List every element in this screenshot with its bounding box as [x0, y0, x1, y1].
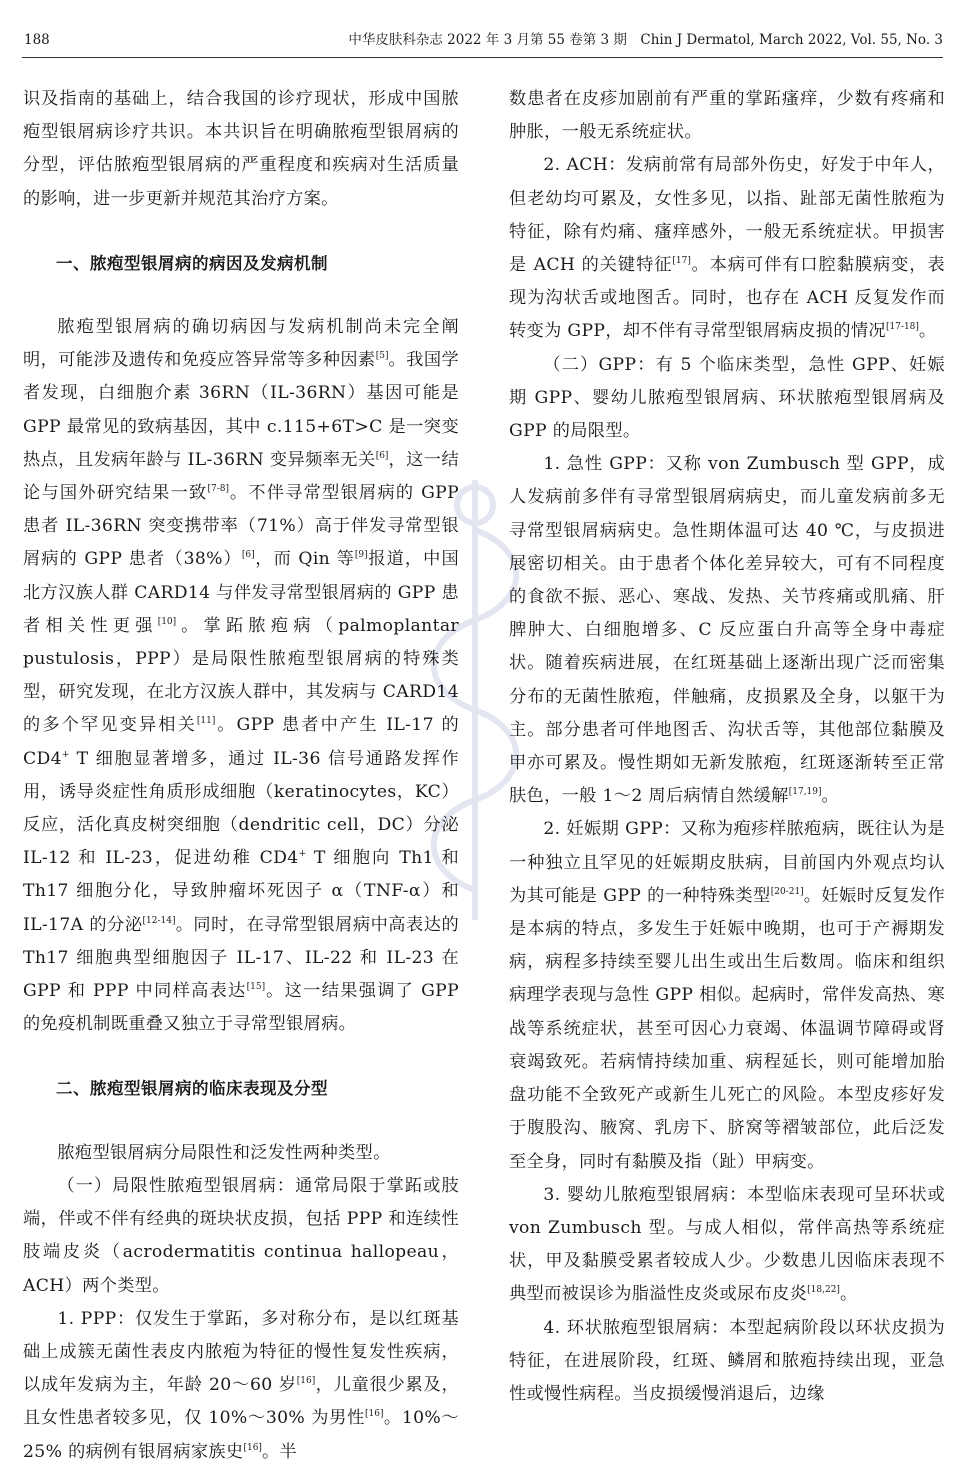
text-run: 3. 婴幼儿脓疱型银屑病：本型临床表现可呈环状或 von Zumbusch 型。与成人相似，常伴高热等系统症状，甲及黏膜受累者较成人少。少数患儿因临床表现不典型而被误诊为脂溢性皮炎或尿布皮炎 [509, 1184, 945, 1305]
text-run: 报道，中国北方汉族人群 CARD14 与伴发寻常型银屑病的 GPP 患者相关性更强 [23, 549, 459, 636]
citation-ref: [9] [354, 550, 368, 561]
citation-ref: [12-14] [142, 915, 176, 926]
citation-ref: [18,22] [807, 1285, 840, 1296]
citation-ref: [17-18] [885, 322, 919, 333]
text-run: 。10%～25% 的病例有银屑病家族史 [23, 1408, 459, 1462]
text-run: 脓疱型银屑病的确切病因与发病机制尚未完全阐明，可能涉及遗传和免疫应答异常等多种因素 [23, 317, 459, 371]
journal-citation-line: 中华皮肤科杂志 2022 年 3 月第 55 卷第 3 期 Chin J Dermatol, March 2022, Vol. 55, No. 3 [348, 32, 943, 48]
section-2-heading: 二、脓疱型银屑病的临床表现及分型 [56, 1079, 328, 1099]
text-run: ，儿童很少累及，且女性患者较多见，仅 10%～30% 为男性 [23, 1375, 459, 1429]
citation-ref: [6] [241, 550, 255, 561]
header-rule [22, 57, 943, 58]
text-run: 。 [918, 321, 937, 342]
citation-ref: [11] [196, 716, 216, 727]
text-run: 。掌跖脓疱病（palmoplantar pustulosis，PPP）是局限性脓疱型银屑病的特殊类型，研究发现，在北方汉族人群中，其发病与 CARD14 的多个罕见变异相关 [23, 615, 459, 736]
text-run: 1. PPP：仅发生于掌跖，多对称分布，是以红斑基础上成簇无菌性表皮内脓疱为特征的慢性复发性疾病，以成年发病为主，年龄 20～60 岁 [23, 1308, 459, 1396]
citation-ref: [16] [365, 1409, 384, 1420]
infant-gpp-paragraph [509, 1179, 945, 1312]
text-run: ，而 Qin 等 [254, 549, 355, 570]
running-header [24, 30, 943, 50]
gpp-types-paragraph: （二）GPP：有 5 个临床类型，急性 GPP、妊娠期 GPP、婴幼儿脓疱型银屑病、环状脓疱型银屑病及 GPP 的局限型。 [509, 354, 945, 442]
text-run: 。 [821, 786, 840, 807]
section-1-heading: 一、脓疱型银屑病的病因及发病机制 [56, 253, 328, 273]
ach-paragraph [509, 149, 945, 348]
text-run: 。GPP 患者中产生 IL-17 的 CD4 [23, 715, 460, 769]
acute-gpp-paragraph [509, 448, 945, 813]
text-run: 。这一结果强调了 GPP 的免疫机制既重叠又独立于寻常型银屑病。 [23, 981, 459, 1035]
right-column [509, 83, 945, 1411]
ppp-paragraph-continued: 数患者在皮疹加剧前有严重的掌跖瘙痒，少数有疼痛和肿胀，一般无系统症状。 [509, 89, 945, 143]
text-run: 2. ACH：发病前常有局部外伤史，好发于中年人，但老幼均可累及，女性多见，以指、趾部无菌性脓疱为特征，除有灼痛、瘙痒感外，一般无系统症状。甲损害是 ACH 的关键特征 [509, 155, 945, 276]
left-column [23, 83, 459, 1469]
localized-type-paragraph: （一）局限性脓疱型银屑病：通常局限于掌跖或肢端，伴或不伴有经典的斑块状皮损，包括 PPP 和连续性肢端皮炎（acrodermatitis continua hallopeau，ACH）两个类型。 [23, 1175, 459, 1296]
text-run: 。我国学者发现，白细胞介素 36RN（IL-36RN）基因可能是 GPP 最常见的致病基因，其中 c.115+6T>C 是一突变热点，且发病年龄与 IL-36RN 变异频率无关 [23, 350, 459, 470]
types-overview-paragraph: 脓疱型银屑病分局限性和泛发性两种类型。 [57, 1142, 391, 1163]
intro-paragraph-continued: 识及指南的基础上，结合我国的诊疗现状，形成中国脓疱型银屑病诊疗共识。本共识旨在明确脓疱型银屑病的分型，评估脓疱型银屑病的严重程度和疾病对生活质量的影响，进一步更新并规范其治疗方案。 [23, 89, 459, 209]
pregnancy-gpp-paragraph [509, 813, 945, 1178]
text-run: 。同时，在寻常型银屑病中高表达的 Th17 细胞典型细胞因子 IL-17、IL-22 和 IL-23 在 GPP 和 PPP 中同样高表达 [23, 914, 459, 1002]
citation-ref: [7-8] [207, 484, 229, 495]
annular-gpp-paragraph: 4. 环状脓疱型银屑病：本型起病阶段以环状皮损为特征，在进展阶段，红斑、鳞屑和脓疱持续出现，亚急性或慢性病程。当皮损缓慢消退后，边缘 [509, 1317, 945, 1404]
text-run: T 细胞显著增多，通过 IL-36 信号通路发挥作用，诱导炎症性角质形成细胞（keratinocytes，KC）反应，活化真皮树突细胞（dendritic cell，DC）分泌 IL-12 和 IL-23，促进幼稚 CD4 [23, 748, 459, 869]
citation-ref: + [61, 749, 70, 760]
citation-ref: [20-21] [770, 886, 804, 897]
citation-ref: [17,19] [788, 787, 822, 798]
text-run: 1. 急性 GPP：又称 von Zumbusch 型 GPP，成人发病前多伴有寻常型银屑病病史，而儿童发病前多无寻常型银屑病病史。急性期体温可达 40 ℃，与皮损进展密切相关。由于患者个体化差异较大，可有不同程度的食欲不振、恶心、寒战、发热、关节疼痛或肌痛、肝脾肿大、白细胞增多、C 反应蛋白升高等全身中毒症状。随着疾病进展，在红斑基础上逐渐出现广泛而密集分布的无菌性脓疱，伴触痛，皮损累及全身，以躯干为主。部分患者可伴地图舌、沟状舌等，其他部位黏膜及甲亦可累及。慢性期如无新发脓疱，红斑逐渐转至正常肤色，一般 1～2 周后病情自然缓解 [509, 454, 945, 807]
citation-ref: [5] [375, 351, 389, 362]
text-run: 。妊娠时反复发作是本病的特点，多发生于妊娠中晚期，也可于产褥期发病，病程多持续至婴儿出生或出生后数周。临床和组织病理学表现与急性 GPP 相似。起病时，常伴发高热、寒战等系统症状，甚至可因心力衰竭、体温调节障碍或肾衰竭致死。若病情持续加重、病程延长，则可能增加胎盘功能不全致死产或新生儿死亡的风险。本型皮疹好发于腹股沟、腋窝、乳房下、脐窝等褶皱部位，此后泛发至全身，同时有黏膜及指（趾）甲病变。 [509, 885, 945, 1172]
citation-ref: [10] [157, 616, 177, 627]
text-run: T 细胞向 Th1 和 Th17 细胞分化，导致肿瘤坏死因子 α（TNF-α）和 IL-17A 的分泌 [23, 848, 459, 935]
etiology-paragraph [23, 311, 459, 1041]
page-number: 188 [24, 32, 50, 48]
text-run: 。不伴寻常型银屑病的 GPP 患者 IL-36RN 突变携带率（71%）高于伴发寻常型银屑病的 GPP 患者（38%） [23, 483, 459, 570]
citation-ref: [17] [672, 256, 691, 267]
text-run: ，这一结论与国外研究结果一致 [23, 449, 459, 504]
citation-ref: [16] [296, 1376, 316, 1387]
text-run: 。半 [261, 1441, 298, 1462]
text-run: 2. 妊娠期 GPP：又称为疱疹样脓疱病，既往认为是一种独立且罕见的妊娠期皮肤病，目前国内外观点均认为其可能是 GPP 的一种特殊类型 [509, 819, 945, 906]
citation-ref: [15] [246, 982, 266, 993]
citation-ref: [16] [243, 1442, 262, 1453]
text-run: 。本病可伴有口腔黏膜病变，表现为沟状舌或地图舌。同时，也存在 ACH 反复发作而转变为 GPP，却不伴有寻常型银屑病皮损的情况 [509, 255, 945, 342]
citation-ref: [6] [375, 450, 389, 461]
citation-ref: + [298, 849, 307, 860]
text-run: 。 [839, 1284, 858, 1305]
ppp-paragraph [23, 1303, 459, 1469]
